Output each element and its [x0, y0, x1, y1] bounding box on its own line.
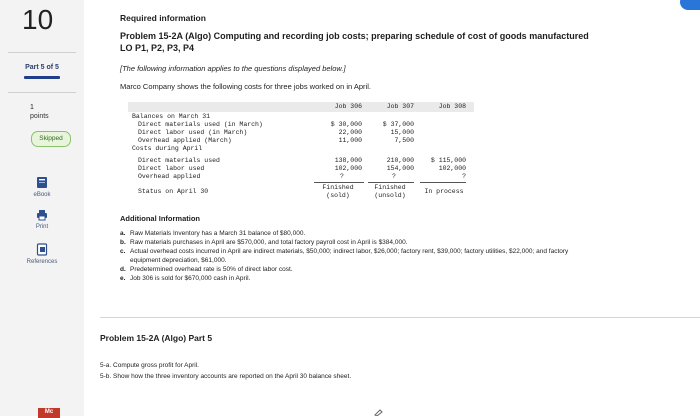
table-cell: 102,000 — [334, 165, 362, 172]
row-label: Direct labor used (in March) — [138, 129, 248, 136]
required-information-heading: Required information — [120, 13, 206, 23]
job-cost-table — [128, 102, 474, 206]
list-item — [120, 238, 590, 247]
row-label: Direct materials used (in March) — [138, 121, 263, 128]
table-cell: Finished — [322, 184, 354, 191]
column-header: Job 307 — [386, 103, 414, 110]
underline — [314, 182, 364, 183]
section-label: Costs during April — [132, 145, 203, 152]
references-label: References — [26, 259, 58, 265]
list-item — [120, 247, 590, 265]
underline — [420, 182, 466, 183]
table-cell: 15,000 — [390, 129, 414, 136]
table-cell: (unsold) — [374, 192, 406, 199]
part-indicator: Part 5 of 5 — [25, 64, 59, 71]
additional-info-list — [120, 229, 590, 283]
item-text: Predetermined overhead rate is 50% of direct labor cost. — [130, 266, 293, 273]
table-cell: 210,000 — [386, 157, 414, 164]
intro-text: Marco Company shows the following costs for three jobs worked on in April. — [120, 82, 371, 91]
edit-icon[interactable] — [374, 408, 384, 416]
instruction-text: [The following information applies to the questions displayed below.] — [120, 64, 346, 73]
print-button[interactable] — [0, 209, 84, 230]
table-cell: ? — [392, 173, 396, 180]
task-5a: 5-a. Compute gross profit for April. — [100, 362, 199, 369]
print-label: Print — [35, 224, 49, 230]
book-icon — [36, 176, 48, 189]
column-header: Job 308 — [438, 103, 466, 110]
item-text: Raw Materials Inventory has a March 31 balance of $80,000. — [130, 230, 306, 237]
table-cell: Finished — [374, 184, 406, 191]
row-label: Direct materials used — [138, 157, 220, 164]
references-icon — [36, 243, 48, 256]
list-item — [120, 265, 590, 274]
row-label: Status on April 30 — [138, 188, 209, 195]
task-5b: 5-b. Show how the three inventory accounts are reported on the April 30 balance sheet. — [100, 373, 352, 380]
item-letter: a. — [120, 230, 126, 237]
table-cell: 7,500 — [394, 137, 414, 144]
table-cell: $ 37,000 — [382, 121, 414, 128]
underline — [368, 182, 414, 183]
item-text: Job 306 is sold for $670,000 cash in April. — [130, 275, 251, 282]
table-cell: ? — [340, 173, 344, 180]
table-cell: ? — [462, 173, 466, 180]
section-label: Balances on March 31 — [132, 113, 211, 120]
table-cell: 154,000 — [386, 165, 414, 172]
item-text: Actual overhead costs incurred in April are indirect materials, $50,000; indirect labor, $26,000; factory rent, $39,000; factory utilities, $22,000; and factory equipment depreciation, $61,000. — [130, 248, 569, 264]
question-number: 10 — [22, 4, 54, 35]
table-cell: In process — [424, 188, 464, 195]
problem-title: Problem 15-2A (Algo) Computing and recording job costs; preparing schedule of cost of goods manufactured LO P1, P2, P3, P4 — [120, 31, 589, 53]
row-label: Overhead applied (March) — [138, 137, 232, 144]
part-title: Problem 15-2A (Algo) Part 5 — [100, 333, 213, 343]
table-cell: (sold) — [326, 192, 350, 199]
question-sidebar — [0, 0, 84, 416]
table-cell: 11,000 — [338, 137, 362, 144]
item-text: Raw materials purchases in April are $570,000, and total factory payroll cost in April is $384,000. — [130, 239, 408, 246]
table-cell: $ 115,000 — [430, 157, 466, 164]
references-button[interactable] — [0, 243, 84, 265]
item-letter: e. — [120, 275, 126, 282]
corner-button[interactable] — [680, 0, 700, 10]
column-header: Job 306 — [334, 103, 362, 110]
status-badge: Skipped — [31, 131, 71, 147]
section-divider — [100, 317, 700, 318]
printer-icon — [36, 209, 48, 221]
additional-info-heading: Additional Information — [120, 214, 200, 223]
item-letter: d. — [120, 266, 126, 273]
table-cell: 22,000 — [338, 129, 362, 136]
list-item — [120, 229, 590, 238]
item-letter: c. — [120, 248, 126, 255]
row-label: Overhead applied — [138, 173, 201, 180]
divider — [8, 52, 76, 53]
table-cell: $ 30,000 — [330, 121, 362, 128]
part-progress-bar — [24, 76, 60, 79]
ebook-button[interactable] — [0, 176, 84, 198]
points-value: 1 — [30, 104, 34, 111]
points-label: points — [30, 113, 49, 120]
table-cell: 102,000 — [438, 165, 466, 172]
table-cell: 138,000 — [334, 157, 362, 164]
publisher-logo: Mc — [38, 408, 60, 418]
item-letter: b. — [120, 239, 126, 246]
row-label: Direct labor used — [138, 165, 205, 172]
divider — [8, 92, 76, 93]
ebook-label: eBook — [33, 192, 51, 198]
list-item — [120, 274, 590, 283]
